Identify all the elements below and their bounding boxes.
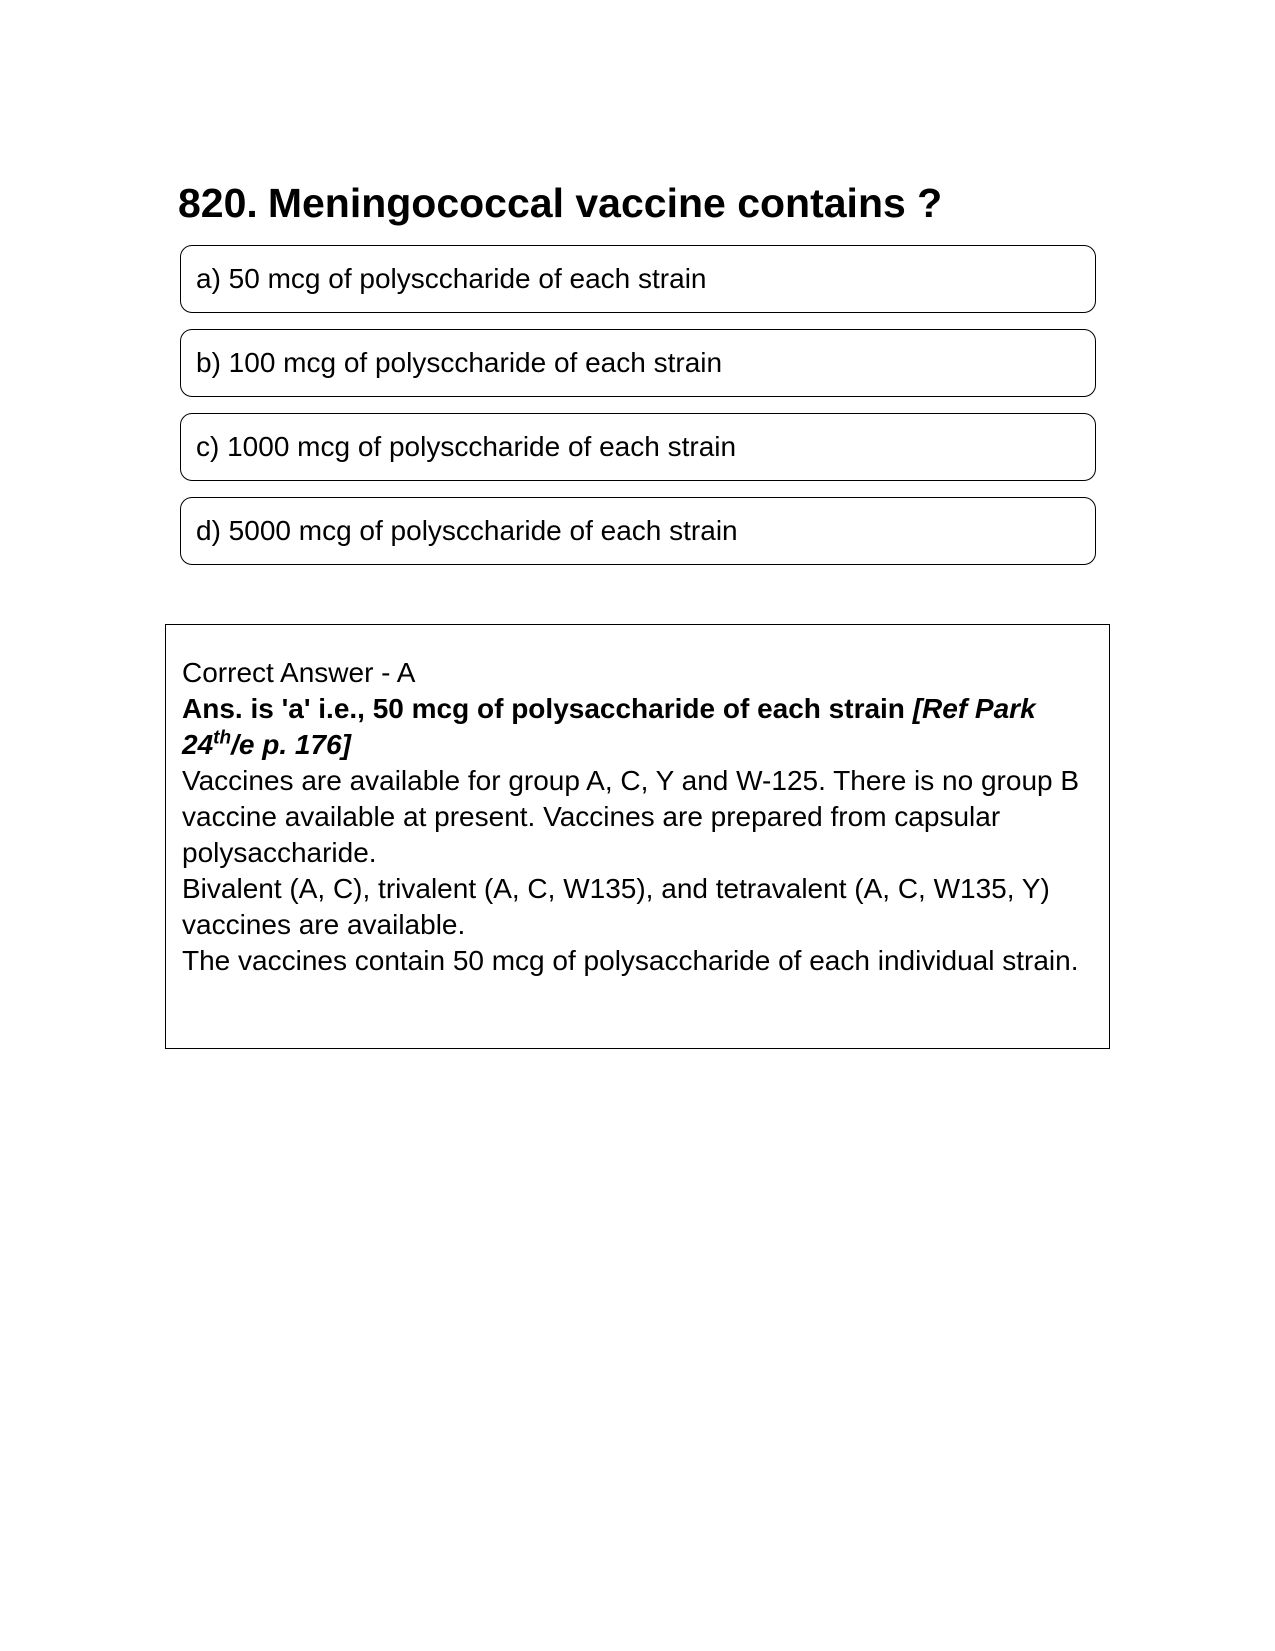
option-d[interactable]: [180, 497, 1096, 565]
reference-suffix: /e p. 176]: [231, 729, 351, 760]
question-text: Meningococcal vaccine contains ?: [267, 180, 943, 226]
answer-summary: [182, 691, 1093, 763]
explanation-paragraph-3: The vaccines contain 50 mcg of polysaccharide of each individual strain.: [182, 945, 1079, 976]
option-a-label: a) 50 mcg of polysccharide of each strain: [196, 263, 707, 294]
option-c-label: c) 1000 mcg of polysccharide of each strain: [196, 431, 737, 462]
option-b-label: b) 100 mcg of polysccharide of each strain: [196, 347, 723, 378]
explanation-paragraph-1: Vaccines are available for group A, C, Y and W-125. There is no group B vaccine available at present. Vaccines are prepared from capsular polysaccharide.: [182, 765, 1080, 868]
answer-bold-text: Ans. is 'a' i.e., 50 mcg of polysaccharide of each strain: [182, 693, 913, 724]
options-list: [180, 245, 1096, 581]
correct-answer-line: Correct Answer - A: [182, 657, 416, 688]
option-c[interactable]: [180, 413, 1096, 481]
question-number: 820.: [178, 180, 258, 226]
reference-superscript: th: [213, 727, 232, 749]
answer-explanation-box: [165, 624, 1110, 1049]
reference-prefix: [Ref Park 24: [182, 693, 1036, 760]
explanation-paragraph-2: Bivalent (A, C), trivalent (A, C, W135), and tetravalent (A, C, W135, Y) vaccines are available.: [182, 873, 1050, 940]
option-a[interactable]: [180, 245, 1096, 313]
option-b[interactable]: [180, 329, 1096, 397]
option-d-label: d) 5000 mcg of polysccharide of each strain: [196, 515, 738, 546]
question-title: [178, 178, 942, 228]
